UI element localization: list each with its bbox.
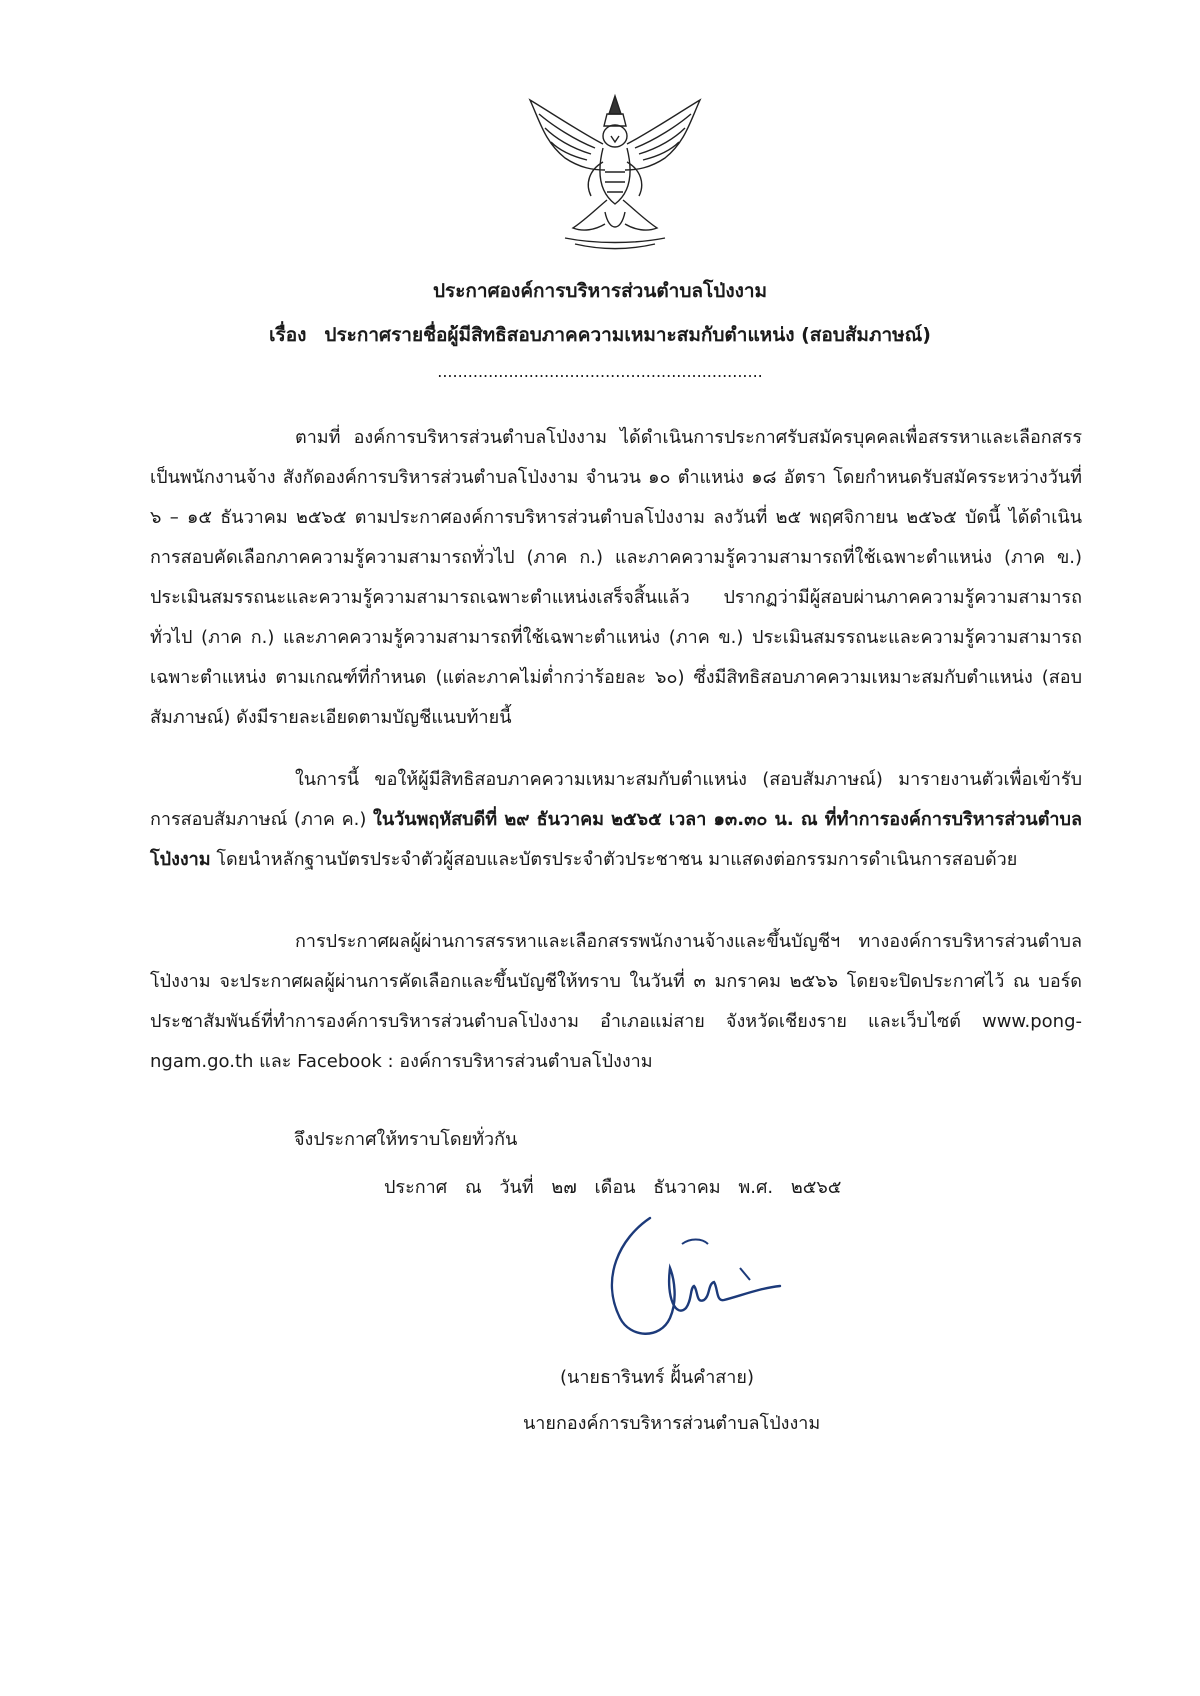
- date-day-number: ๒๗: [551, 1177, 577, 1198]
- date-month-name: ธันวาคม: [653, 1177, 721, 1198]
- date-era: พ.ศ.: [738, 1177, 774, 1198]
- interview-schedule: ในวันพฤหัสบดีที่ ๒๙ ธันวาคม ๒๕๖๕ เวลา ๑๓.๓๐ น. ณ ที่ทำการองค์การบริหารส่วนตำบลโป่งงาม: [150, 809, 1082, 870]
- paragraph-3-text: การประกาศผลผู้ผ่านการสรรหาและเลือกสรรพนักงานจ้างและขึ้นบัญชีฯ ทางองค์การบริหารส่วนตำบลโป่งงาม จะประกาศผลผู้ผ่านการคัดเลือกและขึ้นบัญชีให้ทราบ ในวันที่ ๓ มกราคม ๒๕๖๖ โดยจะปิดประกาศไว้ ณ บอร์ดประชาสัมพันธ์ที่ทำการองค์การบริหารส่วนตำบลโป่งงาม อำเภอแม่สาย จังหวัดเชียงราย และเว็บไซต์ www.pong-ngam.go.th และ Facebook : องค์การบริหารส่วนตำบลโป่งงาม: [150, 931, 1082, 1072]
- closing-statement: จึงประกาศให้ทราบโดยทั่วกัน: [294, 1129, 518, 1150]
- signatory-name: (นายธารินทร์ ฝั้นคำสาย): [560, 1367, 754, 1388]
- announcement-date: [384, 1172, 853, 1201]
- paragraph-1: [150, 418, 1082, 738]
- paragraph-2-text-a: ในการนี้ ขอให้ผู้มีสิทธิสอบภาคความเหมาะสมกับตำแหน่ง (สอบสัมภาษณ์) มารายงานตัวเพื่อเข้ารับการสอบสัมภาษณ์ (ภาค ค.): [150, 769, 1082, 830]
- paragraph-2-text-c: โดยนำหลักฐานบัตรประจำตัวผู้สอบและบัตรประจำตัวประชาชน มาแสดงต่อกรรมการดำเนินการสอบด้วย: [210, 849, 1018, 870]
- date-word-at: ณ: [464, 1177, 482, 1198]
- subject-label: เรื่อง: [269, 324, 307, 346]
- paragraph-3: [150, 922, 1082, 1082]
- date-word-month: เดือน: [594, 1177, 636, 1198]
- date-year: ๒๕๖๕: [790, 1177, 842, 1198]
- paragraph-2: [150, 760, 1082, 880]
- signatory-title: นายกองค์การบริหารส่วนตำบลโป่งงาม: [523, 1413, 821, 1434]
- announcement-title: ประกาศองค์การบริหารส่วนตำบลโป่งงาม: [432, 280, 768, 302]
- subject-text: ประกาศรายชื่อผู้มีสิทธิสอบภาคความเหมาะสมกับตำแหน่ง (สอบสัมภาษณ์): [324, 324, 931, 346]
- date-word-day: วันที่: [499, 1177, 534, 1198]
- handwritten-signature: [590, 1208, 790, 1358]
- subject-line: [0, 320, 1200, 350]
- paragraph-1-text: ตามที่ องค์การบริหารส่วนตำบลโป่งงาม ได้ดำเนินการประกาศรับสมัครบุคคลเพื่อสรรหาและเลือกสรรเป็นพนักงานจ้าง สังกัดองค์การบริหารส่วนตำบลโป่งงาม จำนวน ๑๐ ตำแหน่ง ๑๘ อัตรา โดยกำหนดรับสมัครระหว่างวันที่ ๖ – ๑๕ ธันวาคม ๒๕๖๕ ตามประกาศองค์การบริหารส่วนตำบลโป่งงาม ลงวันที่ ๒๕ พฤศจิกายน ๒๕๖๕ บัดนี้ ได้ดำเนินการสอบคัดเลือกภาคความรู้ความสามารถทั่วไป (ภาค ก.) และภาคความรู้ความสามารถที่ใช้เฉพาะตำแหน่ง (ภาค ข.) ประเมินสมรรถนะและความรู้ความสามารถเฉพาะตำแหน่งเสร็จสิ้นแล้ว ปรากฏว่ามีผู้สอบผ่านภาคความรู้ความสามารถทั่วไป (ภาค ก.) และภาคความรู้ความสามารถที่ใช้เฉพาะตำแหน่ง (ภาค ข.) ประเมินสมรรถนะและความรู้ความสามารถเฉพาะตำแหน่ง ตามเกณฑ์ที่กำหนด (แต่ละภาคไม่ต่ำกว่าร้อยละ ๖๐) ซึ่งมีสิทธิสอบภาคความเหมาะสมกับตำแหน่ง (สอบสัมภาษณ์) ดังมีรายละเอียดตามบัญชีแนบท้ายนี้: [150, 427, 1082, 728]
- divider-line: ................................................................: [437, 362, 763, 381]
- garuda-emblem-icon: [525, 92, 705, 252]
- date-word-announce: ประกาศ: [384, 1177, 448, 1198]
